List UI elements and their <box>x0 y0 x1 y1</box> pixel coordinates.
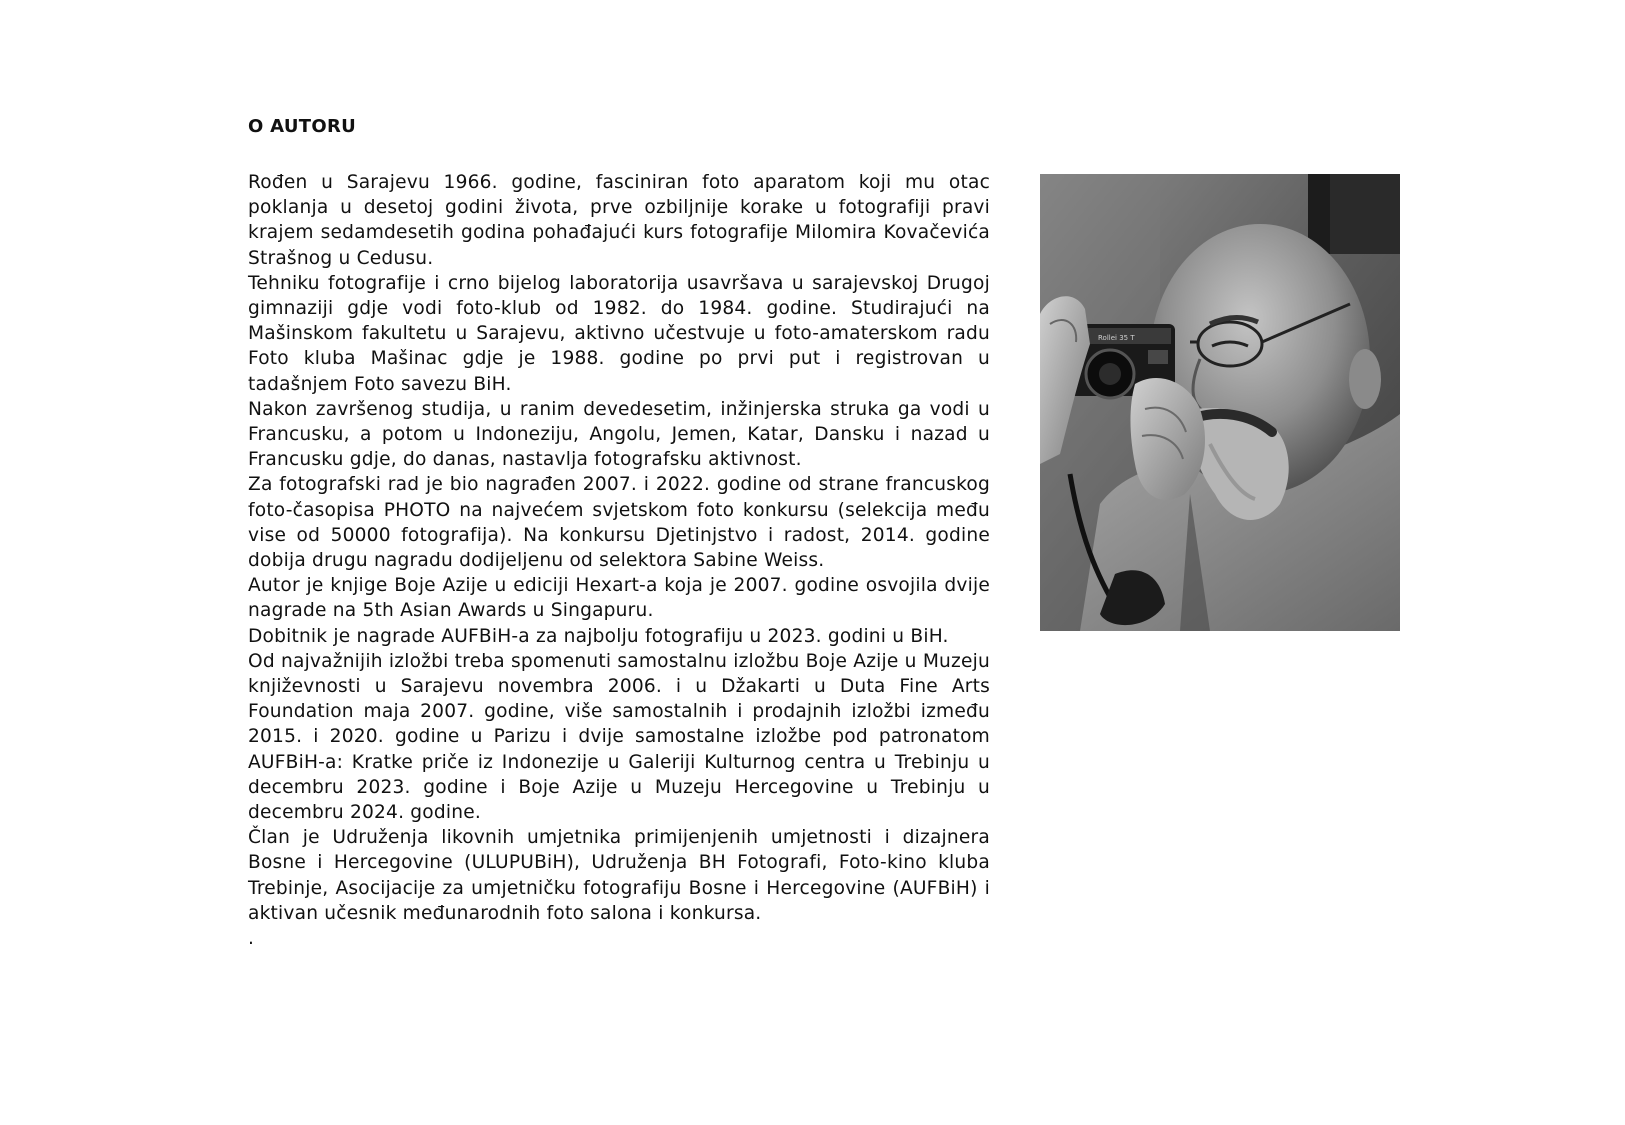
bio-paragraph-memberships: Član je Udruženja likovnih umjetnika primijenjenih umjetnosti i dizajnera Bosne i Hercegovine (ULUPUBiH), Udruženja BH Fotografi, Foto-kino kluba Trebinje, Asocijacije za umjetničku fotografiju Bosne i Hercegovine (AUFBiH) i aktivan učesnik međunarodnih foto salona i konkursa. <box>248 827 990 924</box>
bio-paragraph-book: Autor je knjige Boje Azije u ediciji Hexart-a koja je 2007. godine osvojila dvije nagrade na 5th Asian Awards u Singapuru. <box>248 575 990 622</box>
camera-label: Rollei 35 T <box>1098 334 1135 342</box>
camera-lens-glass <box>1099 363 1121 385</box>
bio-paragraph-exhibitions: Od najvažnijih izložbi treba spomenuti samostalnu izložbu Boje Azije u Muzeju književnosti u Sarajevu novembra 2006. i u Džakarti u Duta Fine Arts Foundation maja 2007. godine, više samostalnih i prodajnih izložbi između 2015. i 2020. godine u Parizu i dvije samostalne izložbe pod patronatom AUFBiH-a: Kratke priče iz Indonezije u Galeriji Kulturnog centra u Trebinju u decembru 2023. godine i Boje Azije u Muzeju Hercegovine u Trebinju u decembru 2024. godine. <box>248 650 990 824</box>
author-portrait-photo <box>1040 174 1400 631</box>
bio-paragraph-education: Tehniku fotografije i crno bijelog laboratorija usavršava u sarajevskoj Drugoj gimnaziji gdje vodi foto-klub od 1982. do 1984. godine. Studirajući na Mašinskom fakultetu u Sarajevu, aktivno učestvuje u foto-amaterskom radu Foto kluba Mašinac gdje je 1988. godine po prvi put i registrovan u tadašnjem Foto savezu BiH. <box>248 272 990 395</box>
bio-paragraph-awards: Za fotografski rad je bio nagrađen 2007. i 2022. godine od strane francuskog foto-časopisa PHOTO na najvećem svjetskom foto konkursu (selekcija među vise od 50000 fotografija). Na konkursu Djetinjstvo i radost, 2014. godine dobija drugu nagradu dodijeljenu od selektora Sabine Weiss. <box>248 474 990 572</box>
bio-paragraph-birth: Rođen u Sarajevu 1966. godine, fasciniran foto aparatom koji mu otac poklanja u desetoj godini života, prve ozbiljnije korake u fotografiji pravi krajem sedamdesetih godina pohađajući kurs fotografije Milomira Kovačevića Strašnog u Cedusu. <box>248 172 990 269</box>
bio-paragraph-career: Nakon završenog studija, u ranim devedesetim, inžinjerska struka ga vodi u Francusku, a potom u Indoneziju, Angolu, Jemen, Katar, Dansku i nazad u Francusku gdje, do danas, nastavlja fotografsku aktivnost. <box>248 398 990 471</box>
bio-paragraph-aufbih-award: Dobitnik je nagrade AUFBiH-a za najbolju fotografiju u 2023. godini u BiH. <box>248 625 949 647</box>
section-heading: O AUTORU <box>248 116 357 137</box>
portrait-illustration <box>1040 174 1400 631</box>
door-frame-shape <box>1330 174 1400 254</box>
author-biography <box>248 170 990 951</box>
ear-shape <box>1349 349 1381 409</box>
camera-viewfinder <box>1148 350 1168 364</box>
bio-trailing-mark: . <box>248 928 255 950</box>
